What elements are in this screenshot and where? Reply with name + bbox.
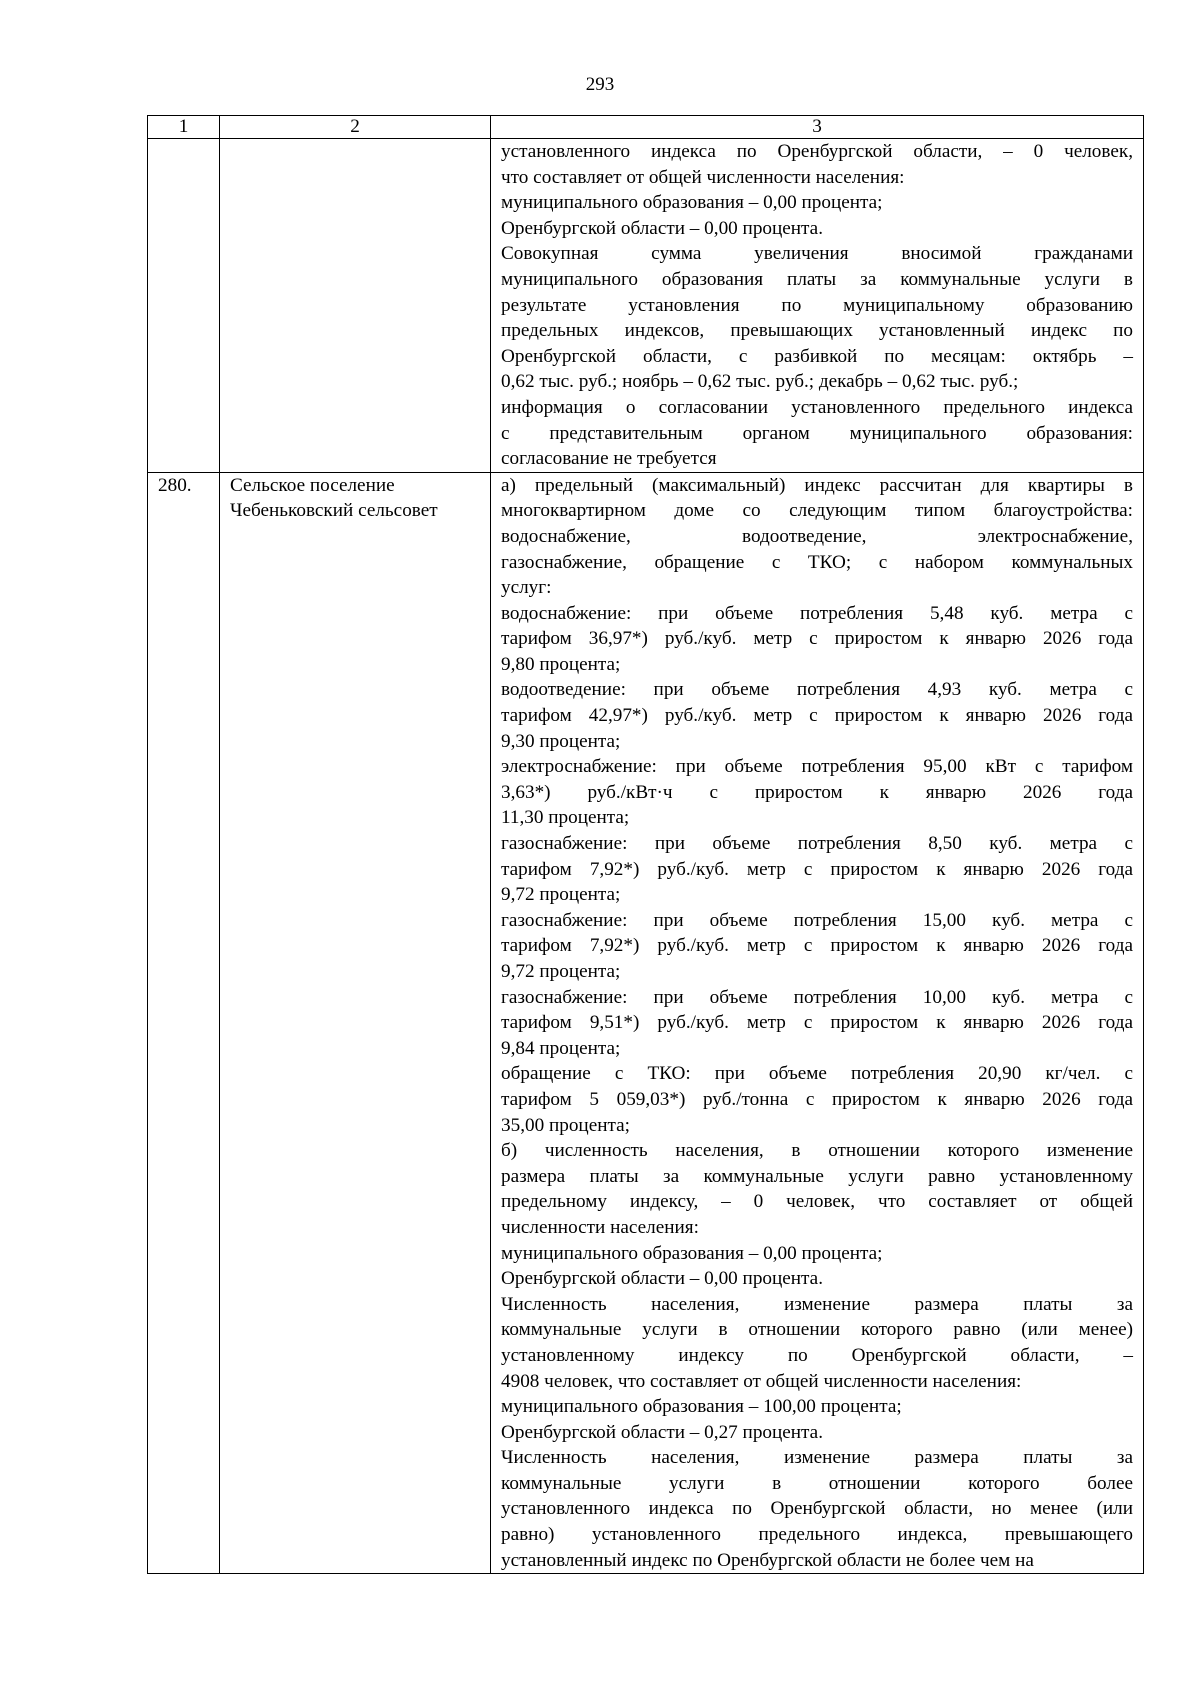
text-line: коммунальные услуги в отношении которого равно (или менее)	[501, 1319, 1133, 1341]
description-paragraph	[501, 1420, 1133, 1446]
header-cell-3: 3	[491, 116, 1144, 139]
description-paragraph	[501, 139, 1133, 190]
text-line: 3,63*) руб./кВт·ч с приростом к январю 2026 года	[501, 781, 1133, 803]
text-line: 9,80 процента;	[501, 653, 621, 675]
text-line: численности населения:	[501, 1216, 699, 1238]
text-line: тарифом 7,92*) руб./куб. метр с приростом к январю 2026 года	[501, 858, 1133, 880]
text-line: тарифом 5 059,03*) руб./тонна с приростом к январю 2026 года	[501, 1088, 1133, 1110]
description-paragraph	[501, 1445, 1133, 1573]
municipality-name-cell	[220, 472, 491, 1574]
description-paragraph	[501, 908, 1133, 985]
description-paragraph	[501, 985, 1133, 1062]
description-paragraph	[501, 1061, 1133, 1138]
header-cell-1: 1	[148, 116, 220, 139]
text-line: размера платы за коммунальные услуги равно установленному	[501, 1165, 1133, 1187]
text-line: тарифом 42,97*) руб./куб. метр с приростом к январю 2026 года	[501, 705, 1133, 727]
text-line: 9,72 процента;	[501, 961, 621, 982]
row-number-cell	[148, 139, 220, 473]
municipality-name-line: Чебеньковский сельсовет	[230, 500, 438, 522]
description-paragraph	[501, 395, 1133, 472]
page-number: 293	[585, 74, 615, 95]
text-line: тарифом 36,97*) руб./куб. метр с приростом к январю 2026 года	[501, 628, 1133, 650]
header-cell-2: 2	[220, 116, 491, 139]
text-line: муниципального образования – 0,00 процента;	[501, 192, 883, 214]
text-line: установленного индекса по Оренбургской области, – 0 человек,	[501, 141, 1133, 162]
text-line: водоснабжение, водоотведение, электроснабжение,	[501, 525, 1133, 547]
description-paragraph	[501, 677, 1133, 754]
document-table	[147, 115, 1144, 1574]
text-line: многоквартирном доме со следующим типом благоустройства:	[501, 500, 1133, 522]
text-line: Совокупная сумма увеличения вносимой гражданами	[501, 243, 1133, 265]
description-paragraph	[501, 473, 1133, 601]
text-line: 0,62 тыс. руб.; ноябрь – 0,62 тыс. руб.; декабрь – 0,62 тыс. руб.;	[501, 371, 1019, 393]
text-line: 4908 человек, что составляет от общей численности населения:	[501, 1370, 1022, 1392]
table-row	[148, 472, 1144, 1574]
text-line: газоснабжение: при объеме потребления 8,50 куб. метра с	[501, 833, 1133, 855]
text-line: предельному индексу, – 0 человек, что составляет от общей	[501, 1191, 1133, 1213]
text-line: 9,84 процента;	[501, 1037, 621, 1059]
description-paragraph	[501, 1241, 1133, 1267]
text-line: газоснабжение: при объеме потребления 15,00 куб. метра с	[501, 909, 1133, 931]
description-paragraph	[501, 601, 1133, 678]
description-paragraph	[501, 241, 1133, 395]
description-cell	[491, 139, 1144, 473]
text-line: муниципального образования – 0,00 процента;	[501, 1242, 883, 1264]
text-line: газоснабжение, обращение с ТКО; с набором коммунальных	[501, 551, 1133, 573]
text-line: Оренбургской области – 0,27 процента.	[501, 1421, 823, 1443]
text-line: муниципального образования платы за коммунальные услуги в	[501, 268, 1133, 290]
text-line: водоотведение: при объеме потребления 4,93 куб. метра с	[501, 679, 1133, 701]
text-line: Численность населения, изменение размера платы за	[501, 1293, 1133, 1315]
text-line: равно) установленного предельного индекса, превышающего	[501, 1524, 1133, 1546]
description-paragraph	[501, 216, 1133, 242]
description-paragraph	[501, 1138, 1133, 1240]
table-row	[148, 139, 1144, 473]
description-paragraph	[501, 1292, 1133, 1394]
text-line: газоснабжение: при объеме потребления 10,00 куб. метра с	[501, 986, 1133, 1008]
text-line: Оренбургской области – 0,00 процента.	[501, 1268, 823, 1290]
municipality-name-cell	[220, 139, 491, 473]
text-line: Оренбургской области, с разбивкой по месяцам: октябрь –	[501, 345, 1133, 367]
text-line: тарифом 9,51*) руб./куб. метр с приростом к январю 2026 года	[501, 1012, 1133, 1034]
text-line: 9,30 процента;	[501, 730, 621, 752]
description-paragraph	[501, 1266, 1133, 1292]
text-line: коммунальные услуги в отношении которого более	[501, 1472, 1133, 1494]
text-line: с представительным органом муниципального образования:	[501, 422, 1133, 444]
text-line: а) предельный (максимальный) индекс рассчитан для квартиры в	[501, 474, 1133, 496]
text-line: 9,72 процента;	[501, 884, 621, 906]
text-line: 11,30 процента;	[501, 807, 630, 829]
text-line: 35,00 процента;	[501, 1114, 630, 1136]
text-line: тарифом 7,92*) руб./куб. метр с приростом к январю 2026 года	[501, 935, 1133, 957]
description-paragraph	[501, 1394, 1133, 1420]
text-line: результате установления по муниципальному образованию	[501, 294, 1133, 316]
text-line: электроснабжение: при объеме потребления 95,00 кВт с тарифом	[501, 756, 1133, 778]
text-line: обращение с ТКО: при объеме потребления 20,90 кг/чел. с	[501, 1063, 1133, 1085]
table-header-row	[148, 116, 1144, 139]
municipality-name-line: Сельское поселение	[230, 474, 395, 496]
text-line: Численность населения, изменение размера платы за	[501, 1447, 1133, 1469]
text-line: информация о согласовании установленного предельного индекса	[501, 396, 1133, 418]
text-line: водоснабжение: при объеме потребления 5,48 куб. метра с	[501, 602, 1133, 624]
text-line: б) численность населения, в отношении которого изменение	[501, 1140, 1133, 1162]
text-line: что составляет от общей численности населения:	[501, 166, 905, 188]
text-line: установленный индекс по Оренбургской области не более чем на	[501, 1549, 1034, 1571]
description-paragraph	[501, 831, 1133, 908]
text-line: предельных индексов, превышающих установленный индекс по	[501, 320, 1133, 342]
row-number-cell: 280.	[148, 472, 220, 1574]
text-line: установленному индексу по Оренбургской области, –	[501, 1344, 1133, 1366]
text-line: муниципального образования – 100,00 процента;	[501, 1396, 902, 1418]
text-line: услуг:	[501, 577, 552, 599]
description-cell	[491, 472, 1144, 1574]
text-line: Оренбургской области – 0,00 процента.	[501, 217, 823, 239]
description-paragraph	[501, 754, 1133, 831]
text-line: согласование не требуется	[501, 448, 717, 470]
text-line: установленного индекса по Оренбургской области, но менее (или	[501, 1498, 1133, 1520]
description-paragraph	[501, 190, 1133, 216]
